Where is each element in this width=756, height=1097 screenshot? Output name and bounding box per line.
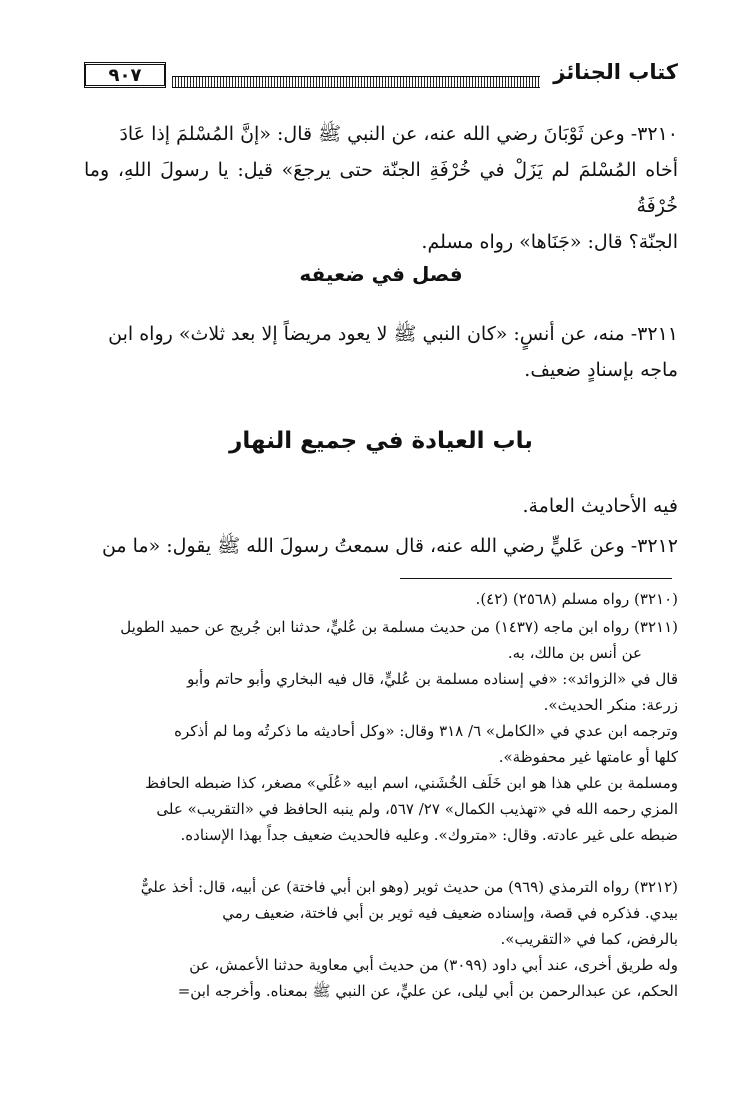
footnote-line: ومسلمة بن علي هذا هو ابن خَلَف الخُشَني، اسم ابيه «عُلَي» مصغر، كذا ضبطه الحافظ xyxy=(145,774,678,792)
page-number: ٩٠٧ xyxy=(84,62,166,88)
chapter-title: كتاب الجنائز xyxy=(553,60,678,84)
text-line: ٣٢١٢- وعن عَليٍّ رضي الله عنه، قال سمعتُ رسولَ الله ﷺ يقول: «ما من xyxy=(101,535,678,557)
text-line: ٣٢١١- منه، عن أنسٍ: «كان النبي ﷺ لا يعود مريضاً إلا بعد ثلاث» رواه ابن xyxy=(108,323,678,345)
text-line: ماجه بإسنادٍ ضعيف. xyxy=(524,359,678,381)
footnote-line: (٣٢١٠) رواه مسلم (٢٥٦٨) (٤٢). xyxy=(475,590,678,608)
header-ornament-rule xyxy=(172,76,540,88)
footnote-line: عن أنس بن مالك، به. xyxy=(507,644,642,662)
footnote-line: بيدي. فذكره في قصة، وإسناده ضعيف فيه ثوير بن أبي فاختة، ضعيف رمي xyxy=(222,904,678,922)
intro-paragraph xyxy=(84,488,678,524)
footnote-line: قال في «الزوائد»: «في إسناده مسلمة بن عُليٍّ، قال فيه البخاري وأبو حاتم وأبو xyxy=(187,670,678,688)
footnote-separator xyxy=(400,578,672,579)
hadith-3210 xyxy=(84,116,678,260)
text-line: فيه الأحاديث العامة. xyxy=(522,495,678,517)
hadith-3211 xyxy=(84,316,678,388)
footnote-line: ضبطه على غير عادته. وقال: «متروك». وعليه فالحديث ضعيف جداً بهذا الإسناده. xyxy=(180,826,678,844)
footnote-3212 xyxy=(78,874,678,1004)
text-line: الجنّة؟ قال: «جَنَاها» رواه مسلم. xyxy=(421,231,678,253)
footnote-3210 xyxy=(78,586,678,612)
footnote-line: المزي رحمه الله في «تهذيب الكمال» ٢٧/ ٥٦٧، ولم ينبه الحافظ في «التقريب» على xyxy=(156,800,678,818)
footnote-line: بالرفض، كما في «التقريب». xyxy=(500,930,678,948)
footnote-line: وله طريق أخرى، عند أبي داود (٣٠٩٩) من حديث أبي معاوية حدثنا الأعمش، عن xyxy=(189,956,678,974)
footnote-line: زرعة: منكر الحديث». xyxy=(543,696,678,714)
footnote-line: وترجمه ابن عدي في «الكامل» ٦/ ٣١٨ وقال: «وكل أحاديثه ما ذكرتُه وما لم أذكره xyxy=(174,722,678,740)
footnote-line: الحكم، عن عبدالرحمن بن أبي ليلى، عن عليٍّ، عن النبي ﷺ بمعناه. وأخرجه ابن= xyxy=(177,982,678,1000)
running-header xyxy=(84,60,678,94)
footnote-line: (٣٢١١) رواه ابن ماجه (١٤٣٧) من حديث مسلمة بن عُليٍّ، حدثنا ابن جُريج عن حميد الطويل xyxy=(120,618,678,636)
hadith-3212 xyxy=(84,528,678,564)
section-heading-fasl: فصل في ضعيفه xyxy=(299,262,463,286)
text-line: ٣٢١٠- وعن ثَوْبَانَ رضي الله عنه، عن النبي ﷺ قال: «إنَّ المُسْلمَ إذا عَادَ xyxy=(119,123,678,145)
footnote-3211 xyxy=(78,614,678,848)
footnote-line: كلها أو عامتها غير محفوظة». xyxy=(498,748,678,766)
text-line: أخاه المُسْلمَ لم يَزَلْ في خُرْفَةِ الجنّة حتى يرجعَ» قيل: يا رسولَ اللهِ، وما خُرْفَةُ xyxy=(84,159,678,217)
footnote-line: (٣٢١٢) رواه الترمذي (٩٦٩) من حديث ثوير (وهو ابن أبي فاختة) عن أبيه، قال: أخذ عليٌّ xyxy=(140,878,678,896)
chapter-heading-bab: باب العيادة في جميع النهار xyxy=(229,428,533,454)
